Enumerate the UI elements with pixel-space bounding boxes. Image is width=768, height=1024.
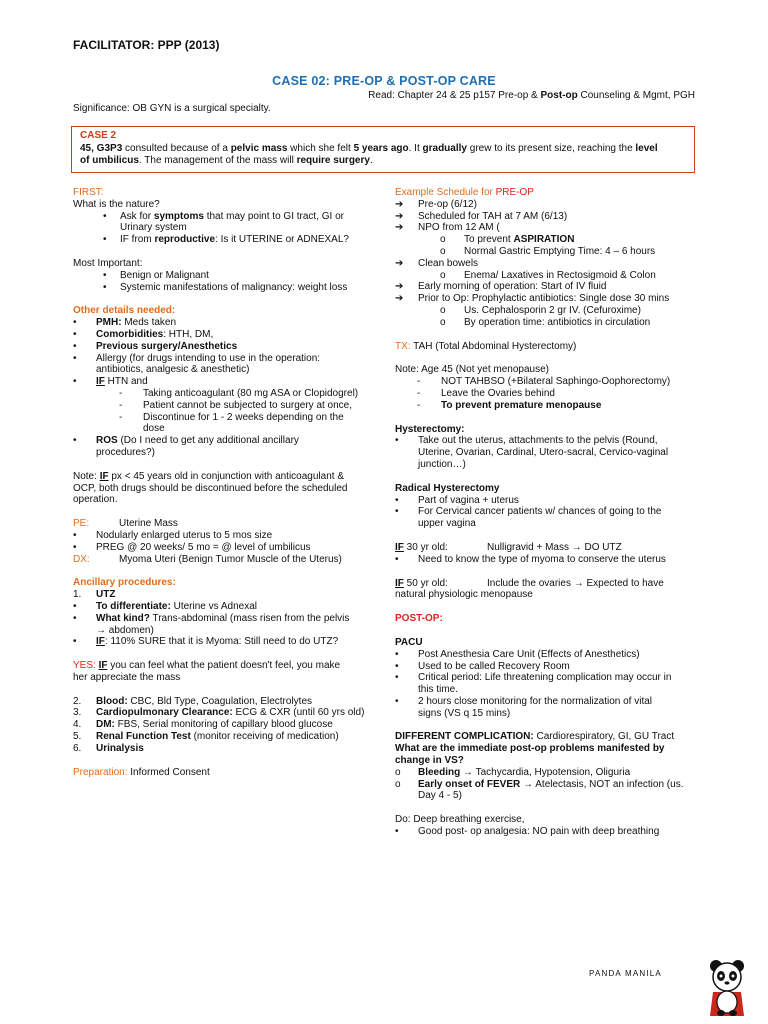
schedule-sub — [395, 270, 700, 282]
tx-line — [395, 341, 700, 353]
hysterectomy-cont: Uterine, Ovarian, Cardinal, Utero-sacral, Cervico-vaginal — [418, 447, 669, 459]
bullet-icon: • — [395, 660, 399, 672]
dx-heading: DX: — [73, 553, 90, 565]
if30-line — [395, 542, 700, 554]
dx-value: Myoma Uteri (Benign Tumor Muscle of the Uterus) — [119, 553, 342, 565]
hysterectomy-item — [395, 435, 700, 447]
text: : Is it UTERINE or ADNEXAL? — [215, 234, 349, 246]
text: Post Anesthesia Care Unit (Effects of Anesthetics) — [418, 648, 640, 660]
pacu-item — [395, 672, 700, 684]
bullet-icon: • — [73, 600, 77, 612]
schedule-item — [395, 258, 700, 270]
text: IF — [99, 470, 109, 482]
text: IF from — [120, 234, 155, 246]
detail-item — [73, 435, 373, 447]
text: To prevent premature menopause — [441, 399, 602, 411]
text: Us. Cephalosporin 2 gr IV. (Cefuroxime) — [464, 304, 641, 316]
dash-icon: - — [119, 399, 123, 411]
text: PRE-OP — [495, 187, 534, 198]
detail-item — [73, 317, 373, 329]
text: Need to know the type of myoma to conserve the uterus — [418, 553, 666, 565]
text: To differentiate: — [96, 600, 171, 612]
read-postop: Post-op — [540, 90, 578, 101]
bullet-icon: • — [73, 328, 77, 340]
text: (Do I need to get any additional ancillary — [117, 435, 299, 447]
detail-item — [73, 329, 373, 341]
text: Note: — [73, 470, 100, 482]
text: Nulligravid + Mass → DO UTZ — [487, 541, 622, 553]
complication-question: What are the immediate post-op problems manifested by — [395, 743, 665, 755]
case-text: pelvic mass — [230, 142, 288, 154]
text: Previous surgery/Anesthetics — [96, 340, 238, 352]
note-line: operation. — [73, 494, 118, 506]
schedule-item — [395, 199, 700, 211]
bullet-icon: • — [73, 541, 77, 553]
text: IF — [96, 376, 105, 388]
text: you can feel what the patient doesn't feel, you make — [107, 660, 341, 672]
complication-cont: Day 4 - 5) — [418, 790, 462, 802]
text: ROS — [96, 435, 118, 447]
bullet-icon: • — [395, 553, 399, 565]
nature-item-cont: Urinary system — [120, 222, 187, 234]
dash-item — [73, 412, 373, 424]
case-text: gradually — [422, 142, 467, 154]
left-column — [73, 187, 373, 778]
circle-bullet-icon: o — [440, 304, 446, 316]
text: Renal Function Test — [96, 731, 191, 743]
circle-bullet-icon: o — [395, 778, 401, 790]
ancillary-heading: Ancillary procedures: — [73, 577, 176, 589]
pacu-item — [395, 661, 700, 673]
text: Allergy — [96, 352, 127, 364]
text: To prevent — [464, 234, 514, 246]
text: Used to be called Recovery Room — [418, 660, 570, 672]
text: Trans-abdominal (mass risen from the pelvis — [149, 612, 350, 624]
ancillary-item — [73, 731, 373, 743]
text: Clean bowels — [418, 257, 479, 269]
text: IF — [98, 660, 108, 672]
text: Urinalysis — [96, 742, 144, 754]
schedule-sub — [395, 246, 700, 258]
text: DIFFERENT COMPLICATION: — [395, 731, 534, 743]
nature-item — [73, 234, 373, 246]
text: By operation time: antibiotics in circulation — [464, 316, 651, 328]
bullet-icon: • — [73, 435, 77, 447]
list-number: 4. — [73, 719, 82, 731]
text: (monitor receiving of medication) — [190, 731, 339, 743]
pacu-heading: PACU — [395, 636, 423, 648]
panda-logo-icon — [707, 958, 747, 1018]
nature-item — [73, 211, 373, 223]
do-line: Do: Deep breathing exercise, — [395, 814, 525, 826]
complication-question: change in VS? — [395, 755, 464, 767]
dash-icon: - — [417, 387, 421, 399]
text: CBC, Bld Type, Coagulation, Electrolytes — [127, 695, 313, 707]
case-patient: 45, G3P3 — [80, 142, 123, 154]
detail-item-cont: procedures?) — [96, 446, 155, 458]
ancillary-item — [73, 707, 373, 719]
schedule-item — [395, 211, 700, 223]
post-op-heading: POST-OP: — [395, 613, 443, 625]
circle-bullet-icon: o — [440, 269, 446, 281]
text: 2 hours close monitoring for the normalization of vital — [418, 695, 653, 707]
pacu-cont: signs (VS q 15 mins) — [418, 707, 511, 719]
text: Meds taken — [121, 317, 177, 329]
dash-item — [73, 388, 373, 400]
text: Ask for — [120, 210, 154, 222]
read-text-end: Counseling & Mgmt, PGH — [577, 90, 695, 101]
most-important-heading: Most Important: — [73, 257, 143, 269]
hysterectomy-heading: Hysterectomy: — [395, 423, 465, 435]
yes-line-cont: her appreciate the mass — [73, 671, 181, 683]
radical-cont: upper vagina — [418, 518, 476, 530]
list-number: 1. — [73, 589, 82, 601]
schedule-item — [395, 281, 700, 293]
ancillary-sub — [73, 613, 373, 625]
schedule-sub — [395, 234, 700, 246]
bullet-icon: • — [73, 352, 77, 364]
list-number: 5. — [73, 731, 82, 743]
first-heading: FIRST: — [73, 187, 104, 198]
text: 50 yr old: — [403, 577, 448, 589]
tx-value: TAH (Total Abdominal Hysterectomy) — [410, 340, 577, 352]
ancillary-item — [73, 743, 373, 755]
arrow-icon: ➔ — [395, 281, 404, 293]
note-line — [73, 471, 373, 483]
text: IF — [96, 636, 105, 648]
circle-bullet-icon: o — [440, 316, 446, 328]
ancillary-item — [73, 589, 373, 601]
most-important-item — [73, 270, 373, 282]
significance-line: Significance: OB GYN is a surgical specialty. — [73, 103, 271, 114]
case-text: which she felt — [287, 142, 354, 154]
text: DM: — [96, 719, 115, 731]
bullet-icon: • — [395, 506, 399, 518]
text: Nodularly enlarged uterus to 5 mos size — [96, 529, 273, 541]
text: IF — [395, 541, 404, 553]
note-age-item — [395, 388, 700, 400]
text: Patient cannot be subjected to surgery at once, — [143, 399, 353, 411]
text: Example Schedule for — [395, 187, 496, 198]
detail-item — [73, 341, 373, 353]
text: Blood: — [96, 695, 128, 707]
text: Prior to Op: Prophylactic antibiotics: Single dose 30 mins — [418, 293, 670, 305]
right-column — [395, 187, 700, 838]
dash-icon: - — [417, 399, 421, 411]
case-line-1 — [80, 143, 686, 156]
arrow-icon: ➔ — [395, 293, 404, 305]
text: Benign or Malignant — [120, 269, 209, 281]
radical-item — [395, 495, 700, 507]
yes-line — [73, 660, 373, 672]
dx-row — [73, 554, 373, 566]
preparation-line — [73, 767, 373, 779]
most-important-item — [73, 282, 373, 294]
case-text: of umbilicus — [80, 155, 139, 166]
text: Take out the uterus, attachments to the pelvis (Round, — [418, 435, 658, 447]
if30-item — [395, 554, 700, 566]
bullet-icon: • — [103, 281, 107, 293]
arrow-icon: ➔ — [395, 222, 404, 234]
schedule-item — [395, 293, 700, 305]
complication-item — [395, 767, 700, 779]
text: PREG @ 20 weeks/ 5 mo = @ level of umbilicus — [96, 541, 311, 553]
schedule-sub — [395, 317, 700, 329]
note-line: OCP, both drugs should be discontinued before the scheduled — [73, 482, 348, 494]
do-item — [395, 826, 700, 838]
text: ASPIRATION — [513, 234, 575, 246]
bullet-icon: • — [73, 376, 77, 388]
reading-reference — [368, 90, 695, 102]
circle-bullet-icon: o — [440, 245, 446, 257]
if50-line — [395, 578, 700, 590]
bullet-icon: • — [73, 317, 77, 329]
text: Pre-op (6/12) — [418, 198, 477, 210]
detail-item — [73, 376, 373, 388]
text: UTZ — [96, 589, 116, 601]
case-text: 5 years ago — [353, 142, 409, 154]
pe-item — [73, 542, 373, 554]
schedule-heading — [395, 187, 700, 199]
bullet-icon: • — [395, 494, 399, 506]
circle-bullet-icon: o — [440, 234, 446, 246]
text: → Tachycardia, Hypotension, Oliguria — [460, 766, 631, 778]
text: Good post- op analgesia: NO pain with deep breathing — [418, 826, 660, 838]
case-text: grew to its present size, reaching the — [466, 142, 636, 154]
text: Include the ovaries → Expected to have — [487, 577, 664, 589]
note-age: Note: Age 45 (Not yet menopause) — [395, 364, 549, 376]
text: Uterine vs Adnexal — [170, 600, 257, 612]
ancillary-sub-cont: → abdomen) — [96, 624, 154, 636]
pacu-cont: this time. — [418, 684, 459, 696]
pe-heading-row — [73, 518, 373, 530]
complication-line — [395, 731, 700, 743]
read-text: Read: Chapter 24 & 25 p157 Pre-op & — [368, 90, 541, 101]
bullet-icon: • — [395, 826, 399, 838]
text: Discontinue for 1 - 2 weeks depending on the — [143, 411, 344, 423]
text: Leave the Ovaries behind — [441, 387, 555, 399]
tx-heading: TX: — [395, 340, 411, 352]
arrow-icon: ➔ — [395, 198, 404, 210]
bullet-icon: • — [73, 529, 77, 541]
text: Cardiopulmonary Clearance: — [96, 707, 233, 719]
text: that may point to GI tract, GI or — [203, 210, 344, 222]
hysterectomy-cont: junction…) — [418, 458, 466, 470]
nature-question: What is the nature? — [73, 198, 160, 210]
dash-item — [73, 400, 373, 412]
dash-item-cont: dose — [143, 423, 165, 435]
text: : 110% SURE that it is Myoma: Still need to do UTZ? — [104, 636, 339, 648]
preparation-value: Informed Consent — [127, 766, 210, 778]
text: HTN and — [104, 376, 148, 388]
arrow-icon: ➔ — [395, 257, 404, 269]
text: FBS, Serial monitoring of capillary blood glucose — [114, 719, 333, 731]
dash-icon: - — [417, 376, 421, 388]
text: Normal Gastric Emptying Time: 4 – 6 hours — [464, 245, 656, 257]
list-number: 2. — [73, 695, 82, 707]
pe-heading: PE: — [73, 518, 90, 530]
ancillary-sub — [73, 636, 373, 648]
text: NPO from 12 AM ( — [418, 222, 500, 234]
case-text: . It — [408, 142, 423, 154]
case-line-2 — [80, 155, 686, 168]
preparation-heading: Preparation: — [73, 766, 128, 778]
bullet-icon: • — [103, 234, 107, 246]
text: Systemic manifestations of malignancy: weight loss — [120, 281, 348, 293]
case-text: . — [369, 155, 373, 166]
bullet-icon: • — [73, 340, 77, 352]
ancillary-sub — [73, 601, 373, 613]
note-age-item — [395, 376, 700, 388]
schedule-item — [395, 222, 700, 234]
circle-bullet-icon: o — [395, 766, 401, 778]
brand-text: PANDA MANILA — [589, 969, 662, 978]
pacu-item — [395, 696, 700, 708]
bullet-icon: • — [395, 672, 399, 684]
case-text: consulted because of a — [122, 142, 231, 154]
bullet-icon: • — [103, 269, 107, 281]
pacu-item — [395, 649, 700, 661]
text: Cardiorespiratory, GI, GU Tract — [533, 731, 675, 743]
bullet-icon: • — [395, 695, 399, 707]
other-details-heading: Other details needed: — [73, 305, 176, 317]
dash-icon: - — [119, 387, 123, 399]
text: Critical period: Life threatening complication may occur in — [418, 672, 672, 684]
pe-value: Uterine Mass — [119, 518, 178, 530]
text: : HTH, DM, — [163, 328, 214, 340]
text: px < 45 years old in conjunction with anticoagulant & — [108, 470, 345, 482]
arrow-icon: ➔ — [395, 210, 404, 222]
text: Early onset of FEVER — [418, 778, 521, 790]
text: ECG & CXR (until 60 yrs old) — [232, 707, 365, 719]
radical-heading: Radical Hysterectomy — [395, 482, 500, 494]
bullet-icon: • — [395, 648, 399, 660]
case-label: CASE 2 — [80, 130, 117, 141]
detail-item — [73, 353, 373, 365]
bullet-icon: • — [395, 435, 399, 447]
text: Taking anticoagulant (80 mg ASA or Clopidogrel) — [143, 387, 359, 399]
schedule-sub — [395, 305, 700, 317]
pe-item — [73, 530, 373, 542]
text: (for drugs intending to use in the operation: — [126, 352, 321, 364]
ancillary-item — [73, 719, 373, 731]
case-text: . The management of the mass will — [138, 155, 297, 166]
if50-cont: natural physiologic menopause — [395, 589, 533, 601]
yes-heading: YES: — [73, 660, 96, 672]
case-box — [71, 126, 695, 173]
radical-item — [395, 506, 700, 518]
bullet-icon: • — [73, 612, 77, 624]
detail-item-cont: antibiotics, analgesic & anesthetic) — [96, 364, 250, 376]
list-number: 6. — [73, 742, 82, 754]
text: What kind? — [96, 612, 150, 624]
bullet-icon: • — [103, 210, 107, 222]
text: Part of vagina + uterus — [418, 494, 519, 506]
ancillary-item — [73, 696, 373, 708]
complication-item — [395, 779, 700, 791]
text: → Atelectasis, NOT an infection (us. — [520, 778, 684, 790]
text: Scheduled for TAH at 7 AM (6/13) — [418, 210, 568, 222]
text: reproductive — [154, 234, 216, 246]
bullet-icon: • — [73, 636, 77, 648]
note-age-item — [395, 400, 700, 412]
text: Enema/ Laxatives in Rectosigmoid & Colon — [464, 269, 656, 281]
text: symptoms — [153, 210, 204, 222]
text: PMH: — [96, 317, 122, 329]
text: Comorbidities — [96, 328, 164, 340]
case-text: require surgery — [296, 155, 370, 166]
text: IF — [395, 577, 404, 589]
text: 30 yr old: — [403, 541, 448, 553]
text: For Cervical cancer patients w/ chances of going to the — [418, 506, 662, 518]
document-title: CASE 02: PRE-OP & POST-OP CARE — [272, 74, 496, 88]
text: NOT TAHBSO (+Bilateral Saphingo-Oophorectomy) — [441, 376, 671, 388]
text: Early morning of operation: Start of IV fluid — [418, 281, 607, 293]
dash-icon: - — [119, 411, 123, 423]
facilitator-heading: FACILITATOR: PPP (2013) — [73, 38, 220, 52]
case-text: level — [635, 142, 658, 154]
text: Bleeding — [418, 766, 461, 778]
list-number: 3. — [73, 707, 82, 719]
